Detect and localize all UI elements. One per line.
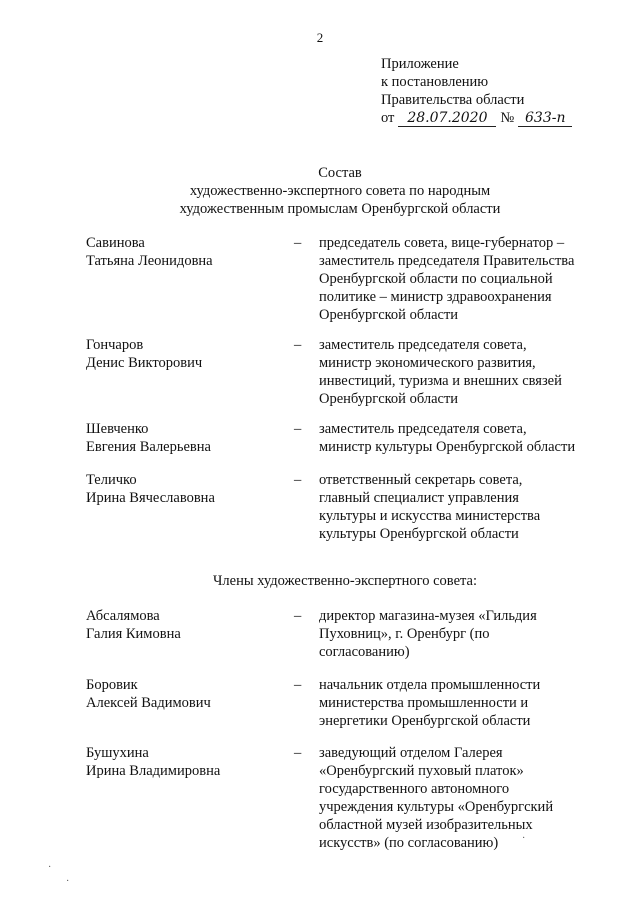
appendix-date-number-line [381, 109, 572, 127]
position-line: Оренбургской области [319, 391, 459, 407]
position-line: начальник отдела промышленности [319, 677, 541, 693]
scan-speck: · [48, 862, 52, 873]
position-line: заведующий отделом Галерея [319, 745, 503, 761]
position-line: государственного автономного [319, 781, 510, 797]
position-line: энергетики Оренбургской области [319, 713, 531, 729]
appendix-line-government: Правительства области [381, 92, 525, 108]
handwritten-number: 633-п [518, 110, 572, 127]
surname: Боровик [86, 677, 138, 693]
position-line: культуры Оренбургской области [319, 526, 519, 542]
position-line: министр экономического развития, [319, 355, 536, 371]
given-names: Денис Викторович [86, 355, 203, 371]
dash-separator: – [294, 337, 302, 353]
position-line: культуры и искусства министерства [319, 508, 541, 524]
position-line: главный специалист управления [319, 490, 519, 506]
surname: Савинова [86, 235, 145, 251]
surname: Шевченко [86, 421, 149, 437]
handwritten-date: 28.07.2020 [398, 110, 496, 127]
position-line: министр культуры Оренбургской области [319, 439, 576, 455]
appendix-number-sign: № [500, 110, 515, 126]
scan-speck: · [522, 833, 526, 844]
scan-speck: · [66, 876, 70, 887]
person-position [319, 234, 609, 324]
dash-separator: – [294, 472, 302, 488]
members-heading: Члены художественно-экспертного совета: [213, 573, 477, 589]
dash-separator: – [294, 677, 302, 693]
title-line-3: художественным промыслам Оренбургской области [179, 201, 501, 217]
dash-separator: – [294, 608, 302, 624]
person-name [86, 420, 286, 456]
document-title [0, 164, 640, 218]
appendix-date-prefix: от [381, 110, 395, 126]
position-line: заместитель председателя совета, [319, 337, 527, 353]
surname: Бушухина [86, 745, 149, 761]
position-line: учреждения культуры «Оренбургский [319, 799, 554, 815]
position-line: искусств» (по согласованию) [319, 835, 499, 851]
given-names: Галия Кимовна [86, 626, 181, 642]
position-line: «Оренбургский пуховый платок» [319, 763, 524, 779]
person-position [319, 744, 609, 852]
title-line-2: художественно-экспертного совета по народным [189, 183, 491, 199]
position-line: Оренбургской области по социальной [319, 271, 553, 287]
given-names: Ирина Вячеславовна [86, 490, 215, 506]
position-line: областной музей изобразительных [319, 817, 533, 833]
person-position [319, 676, 609, 730]
title-line-1: Состав [318, 165, 362, 181]
position-line: заместитель председателя Правительства [319, 253, 575, 269]
dash-separator: – [294, 745, 302, 761]
given-names: Ирина Владимировна [86, 763, 221, 779]
appendix-block [381, 55, 572, 127]
appendix-title: Приложение [381, 56, 459, 72]
person-position [319, 471, 609, 543]
person-name [86, 676, 286, 712]
position-line: политике – министр здравоохранения [319, 289, 552, 305]
surname: Гончаров [86, 337, 144, 353]
position-line: Оренбургской области [319, 307, 459, 323]
position-line: председатель совета, вице-губернатор – [319, 235, 565, 251]
person-position [319, 607, 609, 661]
surname: Абсалямова [86, 608, 160, 624]
appendix-line-decree: к постановлению [381, 74, 489, 90]
dash-separator: – [294, 421, 302, 437]
page-number: 2 [316, 30, 324, 45]
person-name [86, 607, 286, 643]
given-names: Татьяна Леонидовна [86, 253, 213, 269]
position-line: заместитель председателя совета, [319, 421, 527, 437]
person-name [86, 234, 286, 270]
person-name [86, 744, 286, 780]
dash-separator: – [294, 235, 302, 251]
position-line: директор магазина-музея «Гильдия [319, 608, 537, 624]
position-line: согласованию) [319, 644, 410, 660]
person-name [86, 336, 286, 372]
given-names: Евгения Валерьевна [86, 439, 211, 455]
position-line: инвестиций, туризма и внешних связей [319, 373, 562, 389]
position-line: Пуховниц», г. Оренбург (по [319, 626, 490, 642]
position-line: министерства промышленности и [319, 695, 529, 711]
person-position [319, 336, 609, 408]
given-names: Алексей Вадимович [86, 695, 211, 711]
person-name [86, 471, 286, 507]
surname: Теличко [86, 472, 137, 488]
position-line: ответственный секретарь совета, [319, 472, 523, 488]
person-position [319, 420, 609, 456]
